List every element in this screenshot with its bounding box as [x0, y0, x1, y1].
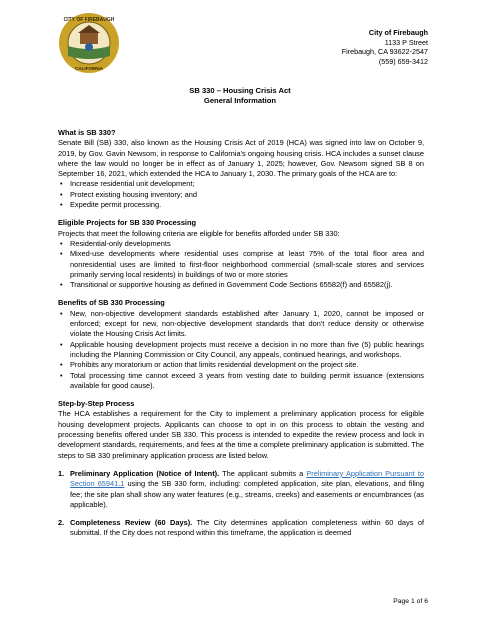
step-number: 1. — [58, 468, 65, 478]
steps-body-text: The HCA establishes a requirement for the City to implement a preliminary application process for eligible housing development projects. Applicants can choose to opt in on this process to obtain the vesting and processing benefits offered under SB 330. This process is intended to expedite the review process and lock in development standards, requirements, and fees at the time a complete preliminary application is submitted. The steps to SB 330 preliminary application process are listed below. — [58, 409, 424, 460]
list-item: • Protect existing housing inventory; and — [58, 190, 424, 200]
list-item — [58, 518, 424, 539]
eligible-list — [58, 239, 424, 290]
section-heading-steps: Step-by-Step Process — [58, 399, 135, 409]
eligible-intro-text: Projects that meet the following criteria are eligible for benefits afforded under SB 330: — [58, 228, 340, 238]
org-name: City of Firebaugh — [368, 28, 428, 37]
step-text: The applicant submits a — [219, 468, 307, 478]
what-body-text: Senate Bill (SB) 330, also known as the Housing Crisis Act of 2019 (HCA) was signed into law on October 9, 2019, by Gov. Gavin Newsom, in response to California's ongoing housing crisis. HCA includes a sunset clause where the law would no longer be in effect as of January 1, 2025; however, Gov. Newsom signed SB 8 on September 16, 2021, which extended the HCA to January 1, 2030. The primary goals of the HCA are to: — [58, 138, 424, 179]
document-body — [58, 128, 424, 547]
step-text: using the SB 330 form, including: completed application, site plan, elevations, and filing fee; the site plan shall show any water features (e.g., streams, creeks) and easements or encumbrances (as applicable). — [70, 479, 424, 509]
list-item: • Applicable housing development projects must receive a decision in no more than five (5) public hearings including the Planning Commission or City Council, any appeals, continued hearings, and workshops. — [58, 340, 424, 361]
step-text: The City determines application completeness within 60 days of submittal. If the City does not respond within this timeframe, the application is deemed — [70, 518, 425, 538]
street-address: 1133 P Street — [384, 37, 428, 47]
list-item: • Residential-only developments — [58, 239, 424, 249]
list-item: • New, non-objective development standards established after January 1, 2020, cannot be imposed or enforced; except for new, non-objective development standards that don't reduce density or otherwise violate the Housing Crisis Act limits. — [58, 309, 424, 340]
benefits-list — [58, 309, 424, 391]
list-item: • Transitional or supportive housing as defined in Government Code Sections 65582(f) and 65582(j). — [58, 280, 424, 290]
page-number: Page 1 of 6 — [393, 598, 428, 605]
step-number: 2. — [58, 518, 65, 528]
document-title: SB 330 – Housing Crisis Act — [189, 86, 291, 95]
section-heading-eligible: Eligible Projects for SB 330 Processing — [58, 218, 197, 228]
list-item: • Total processing time cannot exceed 3 years from vesting date to building permit issuance (extensions available for good cause). — [58, 371, 424, 392]
city-address-block — [342, 28, 428, 66]
steps-list — [58, 469, 424, 539]
city-seal-logo — [58, 12, 120, 74]
list-item: • Prohibits any moratorium or action that limits residential development on the project site. — [58, 360, 424, 370]
goals-list — [58, 179, 424, 210]
document-subtitle: General Information — [203, 96, 277, 105]
phone-number: (559) 659-3412 — [378, 56, 428, 66]
svg-text:CITY OF FIREBAUGH: CITY OF FIREBAUGH — [63, 17, 115, 23]
section-heading-benefits: Benefits of SB 330 Processing — [58, 298, 165, 308]
list-item: • Mixed-use developments where residential uses comprise at least 75% of the total floor area and nonresidential uses are limited to first-floor neighborhood commercial (small-scale stores and services primarily serving local residents) in buildings of two or more stories — [58, 249, 424, 280]
step-lead: Preliminary Application (Notice of Intent). — [70, 468, 220, 478]
list-item: • Expedite permit processing. — [58, 200, 424, 210]
city-state-zip: Firebaugh, CA 93622-2547 — [341, 47, 428, 57]
list-item: • Increase residential unit development; — [58, 179, 424, 189]
svg-text:CALIFORNIA: CALIFORNIA — [75, 66, 103, 71]
list-item — [58, 469, 424, 510]
step-lead: Completeness Review (60 Days). — [70, 518, 193, 528]
section-heading-what: What is SB 330? — [58, 128, 116, 137]
preliminary-application-link[interactable]: Preliminary Application Pursuant to Section 65941.1 — [70, 468, 424, 489]
